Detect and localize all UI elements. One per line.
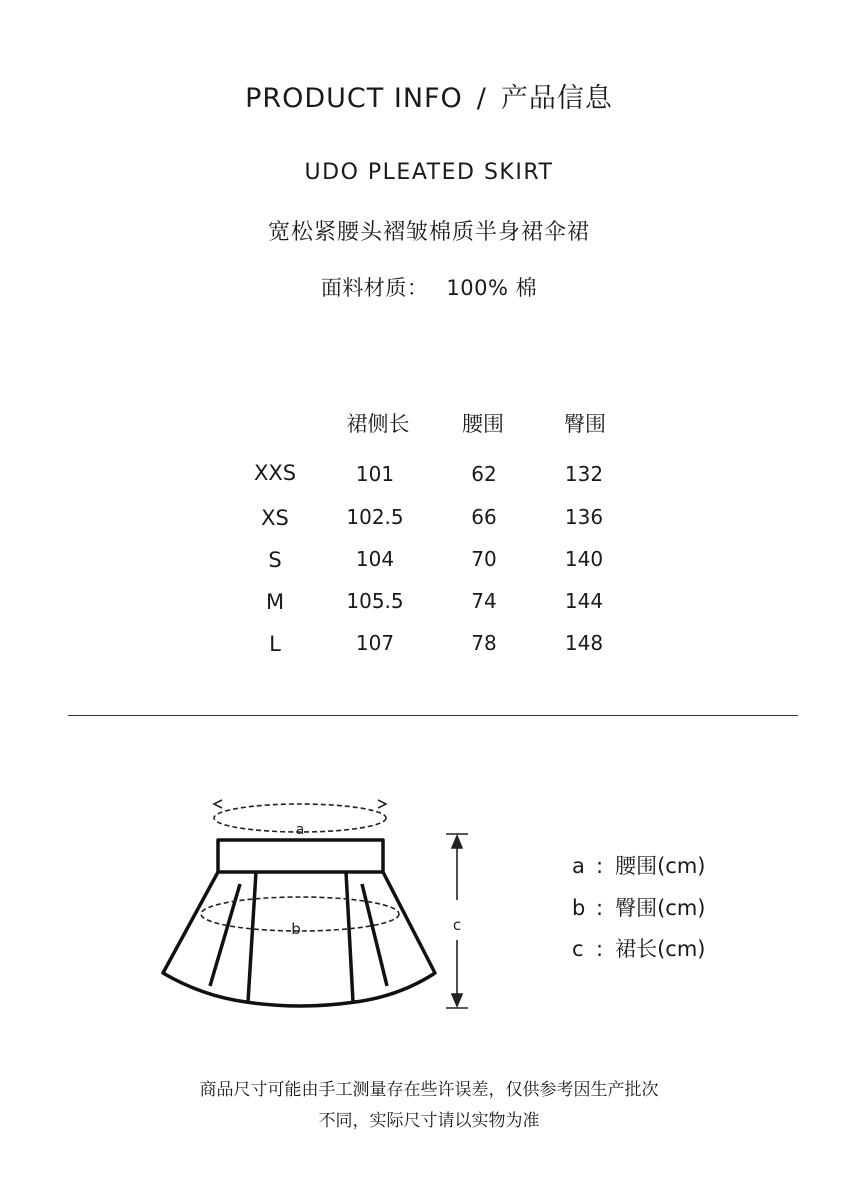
- material-value: 100% 棉: [446, 276, 538, 300]
- table-cell: 62: [471, 462, 497, 486]
- material-info: [0, 272, 858, 302]
- table-cell: 78: [471, 631, 497, 655]
- table-cell: 144: [564, 589, 604, 613]
- disclaimer-line-1: 商品尺寸可能由手工测量存在些许误差，仅供参考因生产批次: [199, 1080, 659, 1100]
- title-separator: /: [476, 83, 487, 114]
- table-cell: 70: [471, 547, 497, 571]
- legend-item-hip: [572, 892, 705, 922]
- product-name-en: UDO PLEATED SKIRT: [304, 160, 554, 185]
- legend-separator: :: [596, 896, 604, 920]
- size-label: XS: [261, 506, 289, 530]
- title-en: PRODUCT INFO: [245, 83, 463, 114]
- size-label: S: [268, 548, 282, 572]
- size-label: M: [265, 590, 285, 614]
- skirt-measurement-diagram: [150, 790, 490, 1020]
- legend-item-waist: [572, 850, 705, 880]
- legend-text: 裙长(cm): [615, 937, 706, 961]
- legend-key: c: [572, 937, 584, 961]
- table-cell: 101: [355, 462, 395, 486]
- table-cell: 105.5: [346, 589, 404, 613]
- table-cell: 74: [471, 589, 497, 613]
- table-cell: 102.5: [346, 505, 404, 529]
- table-cell: 136: [564, 505, 604, 529]
- legend-key: b: [572, 896, 586, 920]
- table-cell: 107: [355, 631, 395, 655]
- measurement-disclaimer: [0, 1075, 858, 1137]
- legend-key: a: [572, 854, 585, 878]
- legend-item-length: [572, 933, 705, 963]
- legend-separator: :: [596, 937, 604, 961]
- size-label: XXS: [253, 461, 297, 485]
- column-header-side-length: 裙侧长: [346, 412, 410, 436]
- title-cn: 产品信息: [500, 83, 613, 114]
- label-c: c: [452, 916, 462, 934]
- material-label: 面料材质：: [320, 276, 429, 300]
- size-label: L: [269, 632, 281, 656]
- section-divider: [68, 715, 798, 716]
- table-cell: 140: [564, 547, 604, 571]
- legend-text: 腰围(cm): [615, 854, 706, 878]
- table-cell: 132: [564, 462, 604, 486]
- label-a: a: [295, 822, 305, 838]
- table-cell: 148: [564, 631, 604, 655]
- table-cell: 66: [471, 505, 497, 529]
- table-cell: 104: [355, 547, 395, 571]
- legend-text: 臀围(cm): [615, 896, 706, 920]
- legend-separator: :: [596, 854, 604, 878]
- product-name-cn: 宽松紧腰头褶皱棉质半身裙伞裙: [267, 220, 590, 245]
- disclaimer-line-2: 不同，实际尺寸请以实物为准: [318, 1111, 540, 1131]
- column-header-hip: 臀围: [564, 412, 606, 436]
- column-header-waist: 腰围: [462, 412, 504, 436]
- label-b: b: [291, 920, 301, 938]
- page-title: [0, 76, 858, 115]
